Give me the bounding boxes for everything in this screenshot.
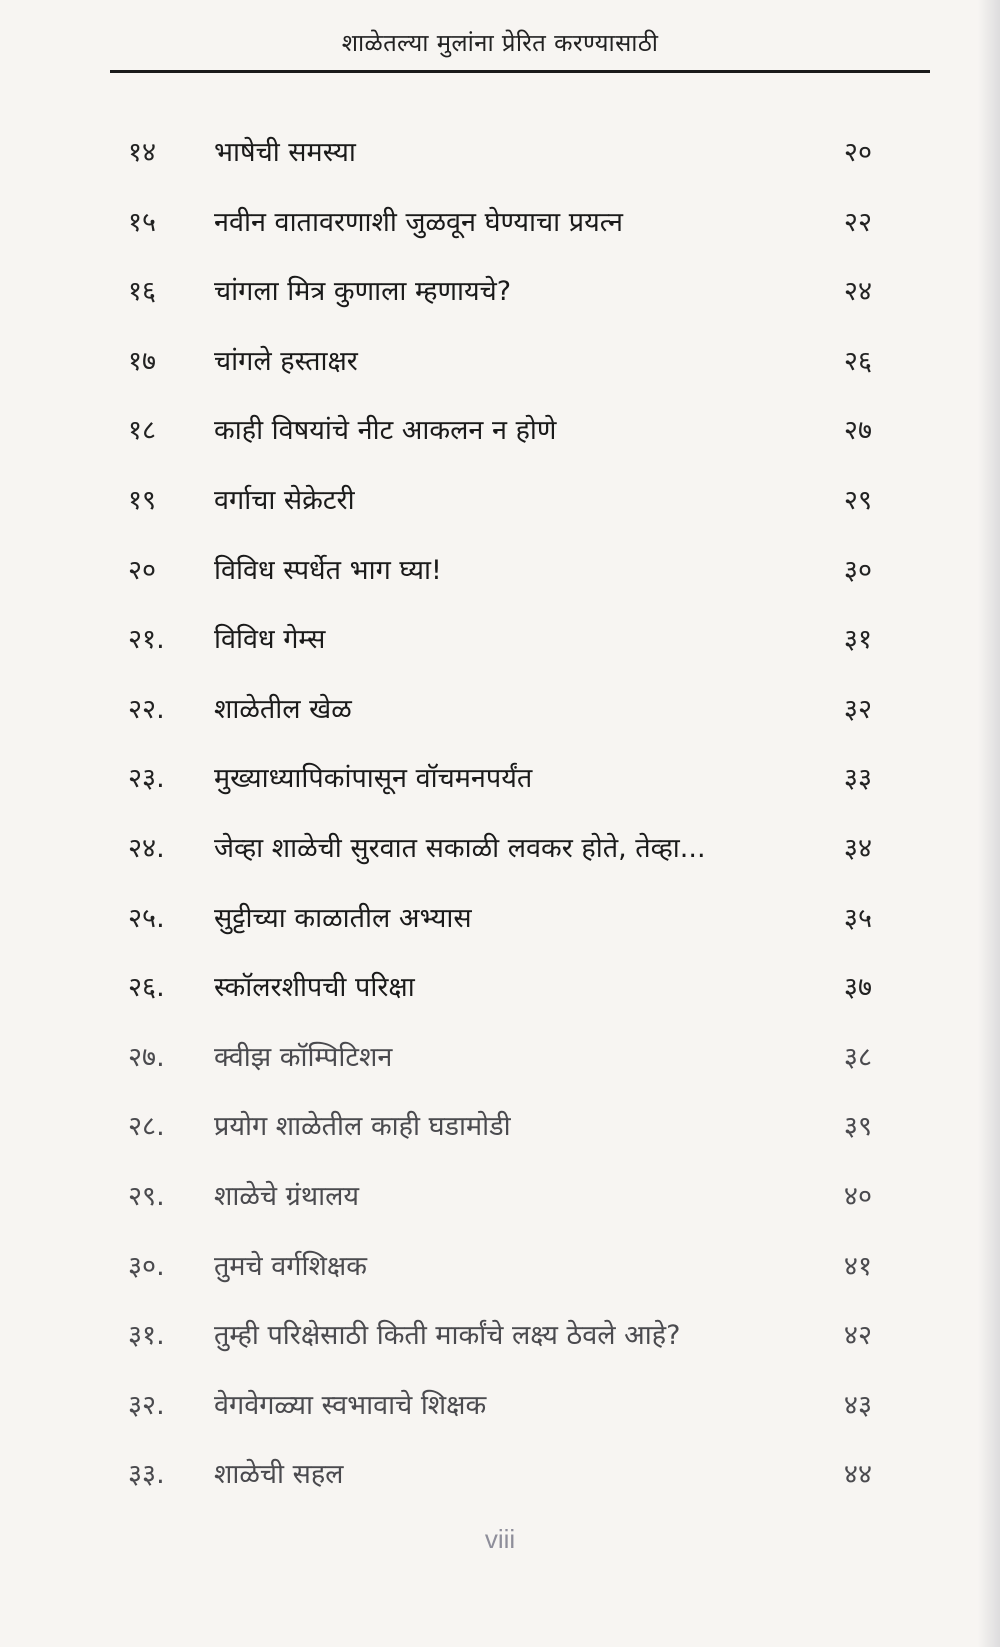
toc-entry-number: ३३.: [128, 1459, 165, 1491]
toc-entry-number: १५: [128, 206, 157, 238]
toc-entry-title: भाषेची समस्या: [214, 137, 356, 168]
page-number: viii: [484, 1524, 516, 1554]
toc-entry-title: सुट्टीच्या काळातील अभ्यास: [214, 902, 472, 934]
toc-entry-page: ३८: [843, 1041, 872, 1073]
toc-entry: [0, 1031, 1000, 1101]
toc-entry-page: २६: [843, 345, 872, 377]
toc-entry: [0, 544, 1000, 614]
toc-entry-title: वर्गाचा सेक्रेटरी: [214, 484, 355, 516]
toc-entry-title: तुमचे वर्गशिक्षक: [214, 1250, 367, 1282]
toc-entry-title: प्रयोग शाळेतील काही घडामोडी: [214, 1111, 511, 1143]
toc-entry: [0, 961, 1000, 1031]
toc-entry-title: क्वीझ कॉम्पिटिशन: [214, 1041, 393, 1073]
toc-entry-number: ३१.: [128, 1320, 165, 1352]
toc-entry-title: जेव्हा शाळेची सुरवात सकाळी लवकर होते, तेव्हा...: [214, 832, 706, 864]
toc-entry-title: विविध गेम्स: [214, 624, 326, 656]
toc-entry: [0, 1240, 1000, 1310]
toc-entry: [0, 265, 1000, 335]
toc-entry-number: १९: [128, 484, 157, 516]
header-rule: [110, 70, 930, 73]
toc-entry-number: २३.: [128, 763, 165, 795]
toc-entry-number: १४: [128, 137, 157, 168]
toc-entry-number: २७.: [128, 1041, 165, 1073]
toc-entry-page: ३९: [843, 1111, 872, 1143]
toc-entry-title: मुख्याध्यापिकांपासून वॉचमनपर्यंत: [214, 763, 533, 795]
running-header: शाळेतल्या मुलांना प्रेरित करण्यासाठी: [341, 29, 659, 57]
toc-entry-page: ३७: [843, 972, 872, 1004]
toc-entry-number: २२.: [128, 693, 165, 725]
toc-entry-number: १८: [128, 415, 157, 447]
toc-entry: [0, 1448, 1000, 1518]
toc-entry-title: शाळेचे ग्रंथालय: [214, 1180, 360, 1212]
toc-entry-page: ३५: [843, 902, 872, 934]
toc-entry: [0, 1379, 1000, 1449]
toc-entry: [0, 752, 1000, 822]
toc-entry-number: १६: [128, 276, 157, 308]
toc-entry-page: ३४: [843, 832, 872, 864]
toc-entry-number: २६.: [128, 972, 165, 1004]
toc-entry-title: चांगले हस्ताक्षर: [214, 345, 358, 377]
toc-entry-number: २८.: [128, 1111, 165, 1143]
toc-entry-page: २९: [843, 484, 872, 516]
toc-entry-number: २४.: [128, 832, 165, 864]
toc-entry: [0, 126, 1000, 196]
toc-entry-number: २५.: [128, 902, 165, 934]
toc-entry-title: काही विषयांचे नीट आकलन न होणे: [214, 415, 557, 447]
toc-entry-number: ३२.: [128, 1389, 165, 1421]
toc-entry-page: ४०: [843, 1180, 872, 1212]
toc-entry: [0, 474, 1000, 544]
table-of-contents: [0, 126, 1000, 1518]
toc-entry-page: २४: [843, 276, 872, 308]
toc-entry: [0, 196, 1000, 266]
toc-entry-page: ४३: [843, 1389, 872, 1421]
toc-entry-page: ४२: [843, 1320, 872, 1352]
toc-entry: [0, 1170, 1000, 1240]
toc-entry-page: ३३: [843, 763, 872, 795]
toc-entry-title: नवीन वातावरणाशी जुळवून घेण्याचा प्रयत्न: [214, 206, 624, 238]
toc-entry-page: ४१: [843, 1250, 872, 1282]
toc-entry-number: २९.: [128, 1180, 165, 1212]
toc-entry-number: १७: [128, 345, 157, 377]
toc-entry-title: शाळेची सहल: [214, 1459, 344, 1491]
toc-entry-number: २०: [128, 554, 157, 586]
toc-entry: [0, 1100, 1000, 1170]
toc-entry-page: २०: [843, 137, 872, 168]
toc-entry-page: २७: [843, 415, 872, 447]
toc-entry: [0, 822, 1000, 892]
toc-entry-page: ३२: [843, 693, 872, 725]
toc-entry-page: ३०: [843, 554, 872, 586]
toc-entry-page: ४४: [843, 1459, 872, 1491]
toc-entry: [0, 613, 1000, 683]
toc-entry-title: चांगला मित्र कुणाला म्हणायचे?: [214, 276, 512, 308]
toc-entry-page: ३१: [843, 624, 872, 656]
toc-entry: [0, 1309, 1000, 1379]
toc-entry-page: २२: [843, 206, 872, 238]
toc-entry-title: शाळेतील खेळ: [214, 693, 352, 725]
toc-entry-title: विविध स्पर्धेत भाग घ्या!: [214, 554, 442, 586]
toc-entry-number: ३०.: [128, 1250, 165, 1282]
toc-entry-number: २१.: [128, 624, 165, 656]
toc-entry: [0, 683, 1000, 753]
toc-entry: [0, 892, 1000, 962]
toc-entry-title: वेगवेगळ्या स्वभावाचे शिक्षक: [214, 1389, 487, 1421]
toc-entry: [0, 404, 1000, 474]
toc-entry-title: स्कॉलरशीपची परिक्षा: [214, 972, 415, 1004]
toc-entry: [0, 335, 1000, 405]
toc-entry-title: तुम्ही परिक्षेसाठी किती मार्कांचे लक्ष्य ठेवले आहे?: [214, 1320, 681, 1352]
